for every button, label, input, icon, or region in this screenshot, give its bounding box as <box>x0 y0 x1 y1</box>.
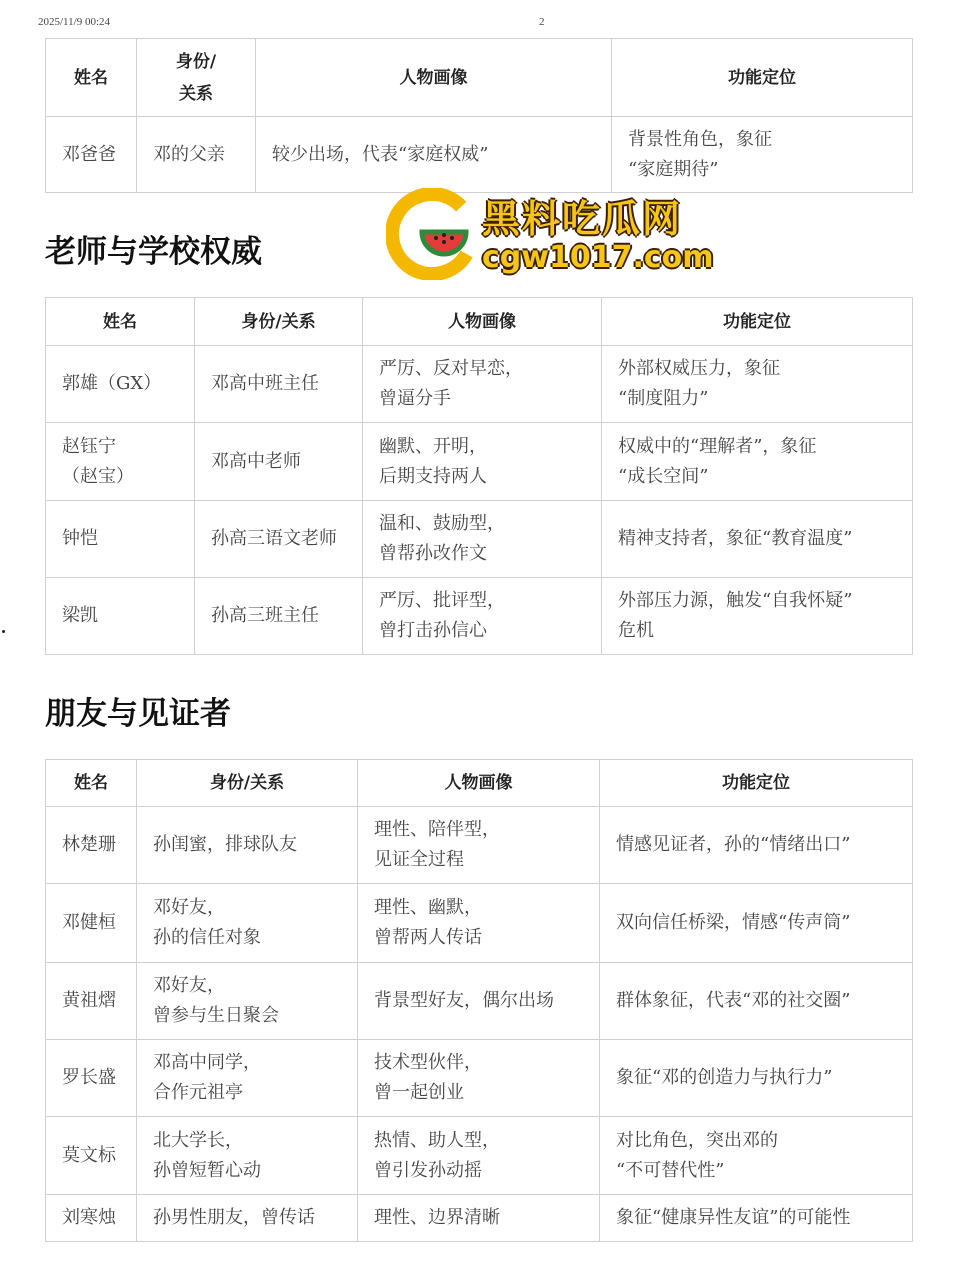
cell-role: 邓好友， 曾参与生日聚会 <box>137 963 358 1040</box>
cell-portrait: 理性、陪伴型， 见证全过程 <box>358 807 600 884</box>
header-portrait: 人物画像 <box>256 39 612 117</box>
table-row <box>46 1040 913 1117</box>
cell-function: 象征“健康异性友谊”的可能性 <box>600 1195 913 1242</box>
cell-name: 罗长盛 <box>46 1040 137 1117</box>
cell-role: 邓高中班主任 <box>195 346 363 423</box>
cell-function: 外部权威压力，象征 “制度阻力” <box>602 346 913 423</box>
cell-role: 邓好友， 孙的信任对象 <box>137 884 358 963</box>
header-function: 功能定位 <box>602 298 913 346</box>
cell-role: 孙男性朋友，曾传话 <box>137 1195 358 1242</box>
table-row <box>46 578 913 655</box>
cell-portrait: 技术型伙伴， 曾一起创业 <box>358 1040 600 1117</box>
cell-portrait: 理性、边界清晰 <box>358 1195 600 1242</box>
cell-function: 外部压力源，触发“自我怀疑” 危机 <box>602 578 913 655</box>
header-name: 姓名 <box>46 39 137 117</box>
cell-role: 邓高中老师 <box>195 423 363 501</box>
table-header-row <box>46 760 913 807</box>
section-title-friends: 朋友与见证者 <box>45 696 231 732</box>
table-row <box>46 501 913 578</box>
cell-role: 北大学长， 孙曾短暂心动 <box>137 1117 358 1195</box>
cell-portrait: 理性、幽默， 曾帮两人传话 <box>358 884 600 963</box>
stray-dot <box>2 630 5 633</box>
table-header-row <box>46 298 913 346</box>
table-header-row <box>46 39 913 117</box>
cell-name: 黄祖熠 <box>46 963 137 1040</box>
cell-portrait: 严厉、反对早恋， 曾逼分手 <box>363 346 602 423</box>
cell-function: 背景性角色，象征 “家庭期待” <box>612 117 913 193</box>
header-role: 身份/关系 <box>195 298 363 346</box>
cell-name: 梁凯 <box>46 578 195 655</box>
family-table <box>45 38 913 193</box>
cell-name: 刘寒烛 <box>46 1195 137 1242</box>
cell-function: 情感见证者，孙的“情绪出口” <box>600 807 913 884</box>
cell-portrait: 背景型好友，偶尔出场 <box>358 963 600 1040</box>
watermark-brand-text: 黑料吃瓜网 <box>482 197 683 241</box>
header-portrait: 人物画像 <box>358 760 600 807</box>
table-row <box>46 423 913 501</box>
header-name: 姓名 <box>46 760 137 807</box>
table-row <box>46 884 913 963</box>
header-role: 身份/关系 <box>137 760 358 807</box>
cell-name: 邓爸爸 <box>46 117 137 193</box>
table-row <box>46 1195 913 1242</box>
cell-name: 林楚珊 <box>46 807 137 884</box>
table-row <box>46 963 913 1040</box>
cell-function: 群体象征，代表“邓的社交圈” <box>600 963 913 1040</box>
cell-role: 邓的父亲 <box>137 117 256 193</box>
watermark-url: cgw1017.com <box>482 240 714 275</box>
cell-portrait: 较少出场，代表“家庭权威” <box>256 117 612 193</box>
friends-table <box>45 759 913 1242</box>
cell-role: 孙高三语文老师 <box>195 501 363 578</box>
cell-function: 双向信任桥梁，情感“传声筒” <box>600 884 913 963</box>
cell-function: 权威中的“理解者”，象征 “成长空间” <box>602 423 913 501</box>
cell-name: 莫文标 <box>46 1117 137 1195</box>
cell-portrait: 幽默、开明， 后期支持两人 <box>363 423 602 501</box>
cell-function: 对比角色，突出邓的 “不可替代性” <box>600 1117 913 1195</box>
table-row <box>46 807 913 884</box>
watermelon-logo-icon <box>386 188 478 280</box>
header-role: 身份/ 关系 <box>137 39 256 117</box>
cell-portrait: 温和、鼓励型， 曾帮孙改作文 <box>363 501 602 578</box>
cell-name: 赵钰宁 （赵宝） <box>46 423 195 501</box>
header-name: 姓名 <box>46 298 195 346</box>
teachers-table <box>45 297 913 655</box>
header-portrait: 人物画像 <box>363 298 602 346</box>
cell-name: 邓健桓 <box>46 884 137 963</box>
table-row <box>46 346 913 423</box>
page-number: 2 <box>539 16 545 28</box>
cell-role: 孙高三班主任 <box>195 578 363 655</box>
header-function: 功能定位 <box>600 760 913 807</box>
cell-role: 孙闺蜜，排球队友 <box>137 807 358 884</box>
header-function: 功能定位 <box>612 39 913 117</box>
table-row <box>46 117 913 193</box>
table-row <box>46 1117 913 1195</box>
cell-name: 钟恺 <box>46 501 195 578</box>
print-datetime: 2025/11/9 00:24 <box>38 16 111 28</box>
section-title-teachers: 老师与学校权威 <box>45 234 262 270</box>
cell-portrait: 严厉、批评型， 曾打击孙信心 <box>363 578 602 655</box>
brand-watermark <box>386 188 726 280</box>
cell-function: 精神支持者，象征“教育温度” <box>602 501 913 578</box>
cell-function: 象征“邓的创造力与执行力” <box>600 1040 913 1117</box>
cell-role: 邓高中同学， 合作元祖亭 <box>137 1040 358 1117</box>
cell-portrait: 热情、助人型， 曾引发孙动摇 <box>358 1117 600 1195</box>
cell-name: 郭雄（GX） <box>46 346 195 423</box>
